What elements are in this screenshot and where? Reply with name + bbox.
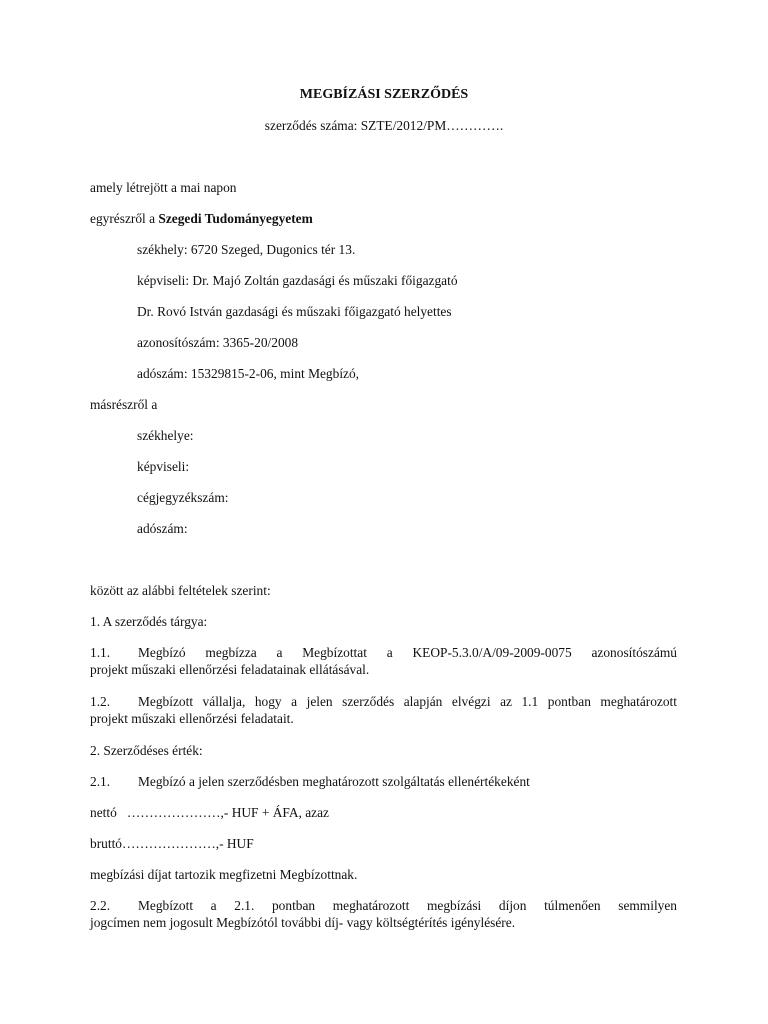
- party1-name: Szegedi Tudományegyetem: [158, 211, 313, 226]
- gross-amount: bruttó…………………,- HUF: [90, 836, 254, 851]
- clause-1-2: [90, 693, 677, 727]
- clause-text: Megbízó megbízza a Megbízottat a KEOP-5.3.0/A/09-2009-0075 azonosítószámú: [138, 645, 677, 660]
- intro-text: amely létrejött a mai napon: [90, 180, 237, 195]
- party1-representative-1: képviseli: Dr. Majó Zoltán gazdasági és műszaki főigazgató: [137, 273, 458, 288]
- party2-prefix: másrészről a: [90, 397, 158, 412]
- party1-tax-number: adószám: 15329815-2-06, mint Megbízó,: [137, 366, 360, 381]
- party1-id-number: azonosítószám: 3365-20/2008: [137, 335, 299, 350]
- section1-heading: 1. A szerződés tárgya:: [90, 614, 208, 629]
- contract-number: szerződés száma: SZTE/2012/PM………….: [264, 118, 504, 133]
- party2-representative: képviseli:: [137, 459, 190, 474]
- clause-1-1: [90, 644, 677, 678]
- party2-seat: székhelye:: [137, 428, 194, 443]
- document-title: MEGBÍZÁSI SZERZŐDÉS: [299, 87, 469, 102]
- clause-text: Megbízó a jelen szerződésben meghatározott szolgáltatás ellenértékeként: [138, 774, 530, 789]
- clause-1-1-line2: projekt műszaki ellenőrzési feladatainak ellátásával.: [90, 662, 370, 677]
- party1-representative-2: Dr. Rovó István gazdasági és műszaki főigazgató helyettes: [137, 304, 452, 319]
- clause-number: 2.2.: [90, 898, 111, 913]
- clause-1-1-line1: [90, 644, 677, 661]
- clause-2-2-line2: jogcímen nem jogosult Megbízótól további díj- vagy költségtérítés igénylésére.: [90, 915, 516, 930]
- net-amount: nettó …………………,- HUF + ÁFA, azaz: [90, 805, 330, 820]
- clause-text: Megbízott a 2.1. pontban meghatározott megbízási díjon túlmenően semmilyen: [138, 898, 677, 913]
- party1-prefix: egyrészről a: [90, 211, 159, 226]
- party2-company-reg: cégjegyzékszám:: [137, 490, 229, 505]
- clause-1-2-line2: projekt műszaki ellenőrzési feladatait.: [90, 711, 294, 726]
- section2-heading: 2. Szerződéses érték:: [90, 743, 203, 758]
- clause-number: 2.1.: [90, 774, 111, 789]
- party2-tax: adószám:: [137, 521, 188, 536]
- conditions-text: között az alábbi feltételek szerint:: [90, 583, 271, 598]
- clause-number: 1.1.: [90, 645, 111, 660]
- party1-seat: székhely: 6720 Szeged, Dugonics tér 13.: [137, 242, 356, 257]
- party1-line: [90, 210, 313, 227]
- clause-2-2-line1: [90, 897, 677, 914]
- clause-2-1: [90, 773, 530, 790]
- clause-text: Megbízott vállalja, hogy a jelen szerződés alapján elvégzi az 1.1 pontban meghatározott: [138, 694, 677, 709]
- fee-text: megbízási díjat tartozik megfizetni Megbízottnak.: [90, 867, 358, 882]
- clause-1-2-line1: [90, 693, 677, 710]
- clause-2-2: [90, 897, 677, 931]
- clause-number: 1.2.: [90, 694, 111, 709]
